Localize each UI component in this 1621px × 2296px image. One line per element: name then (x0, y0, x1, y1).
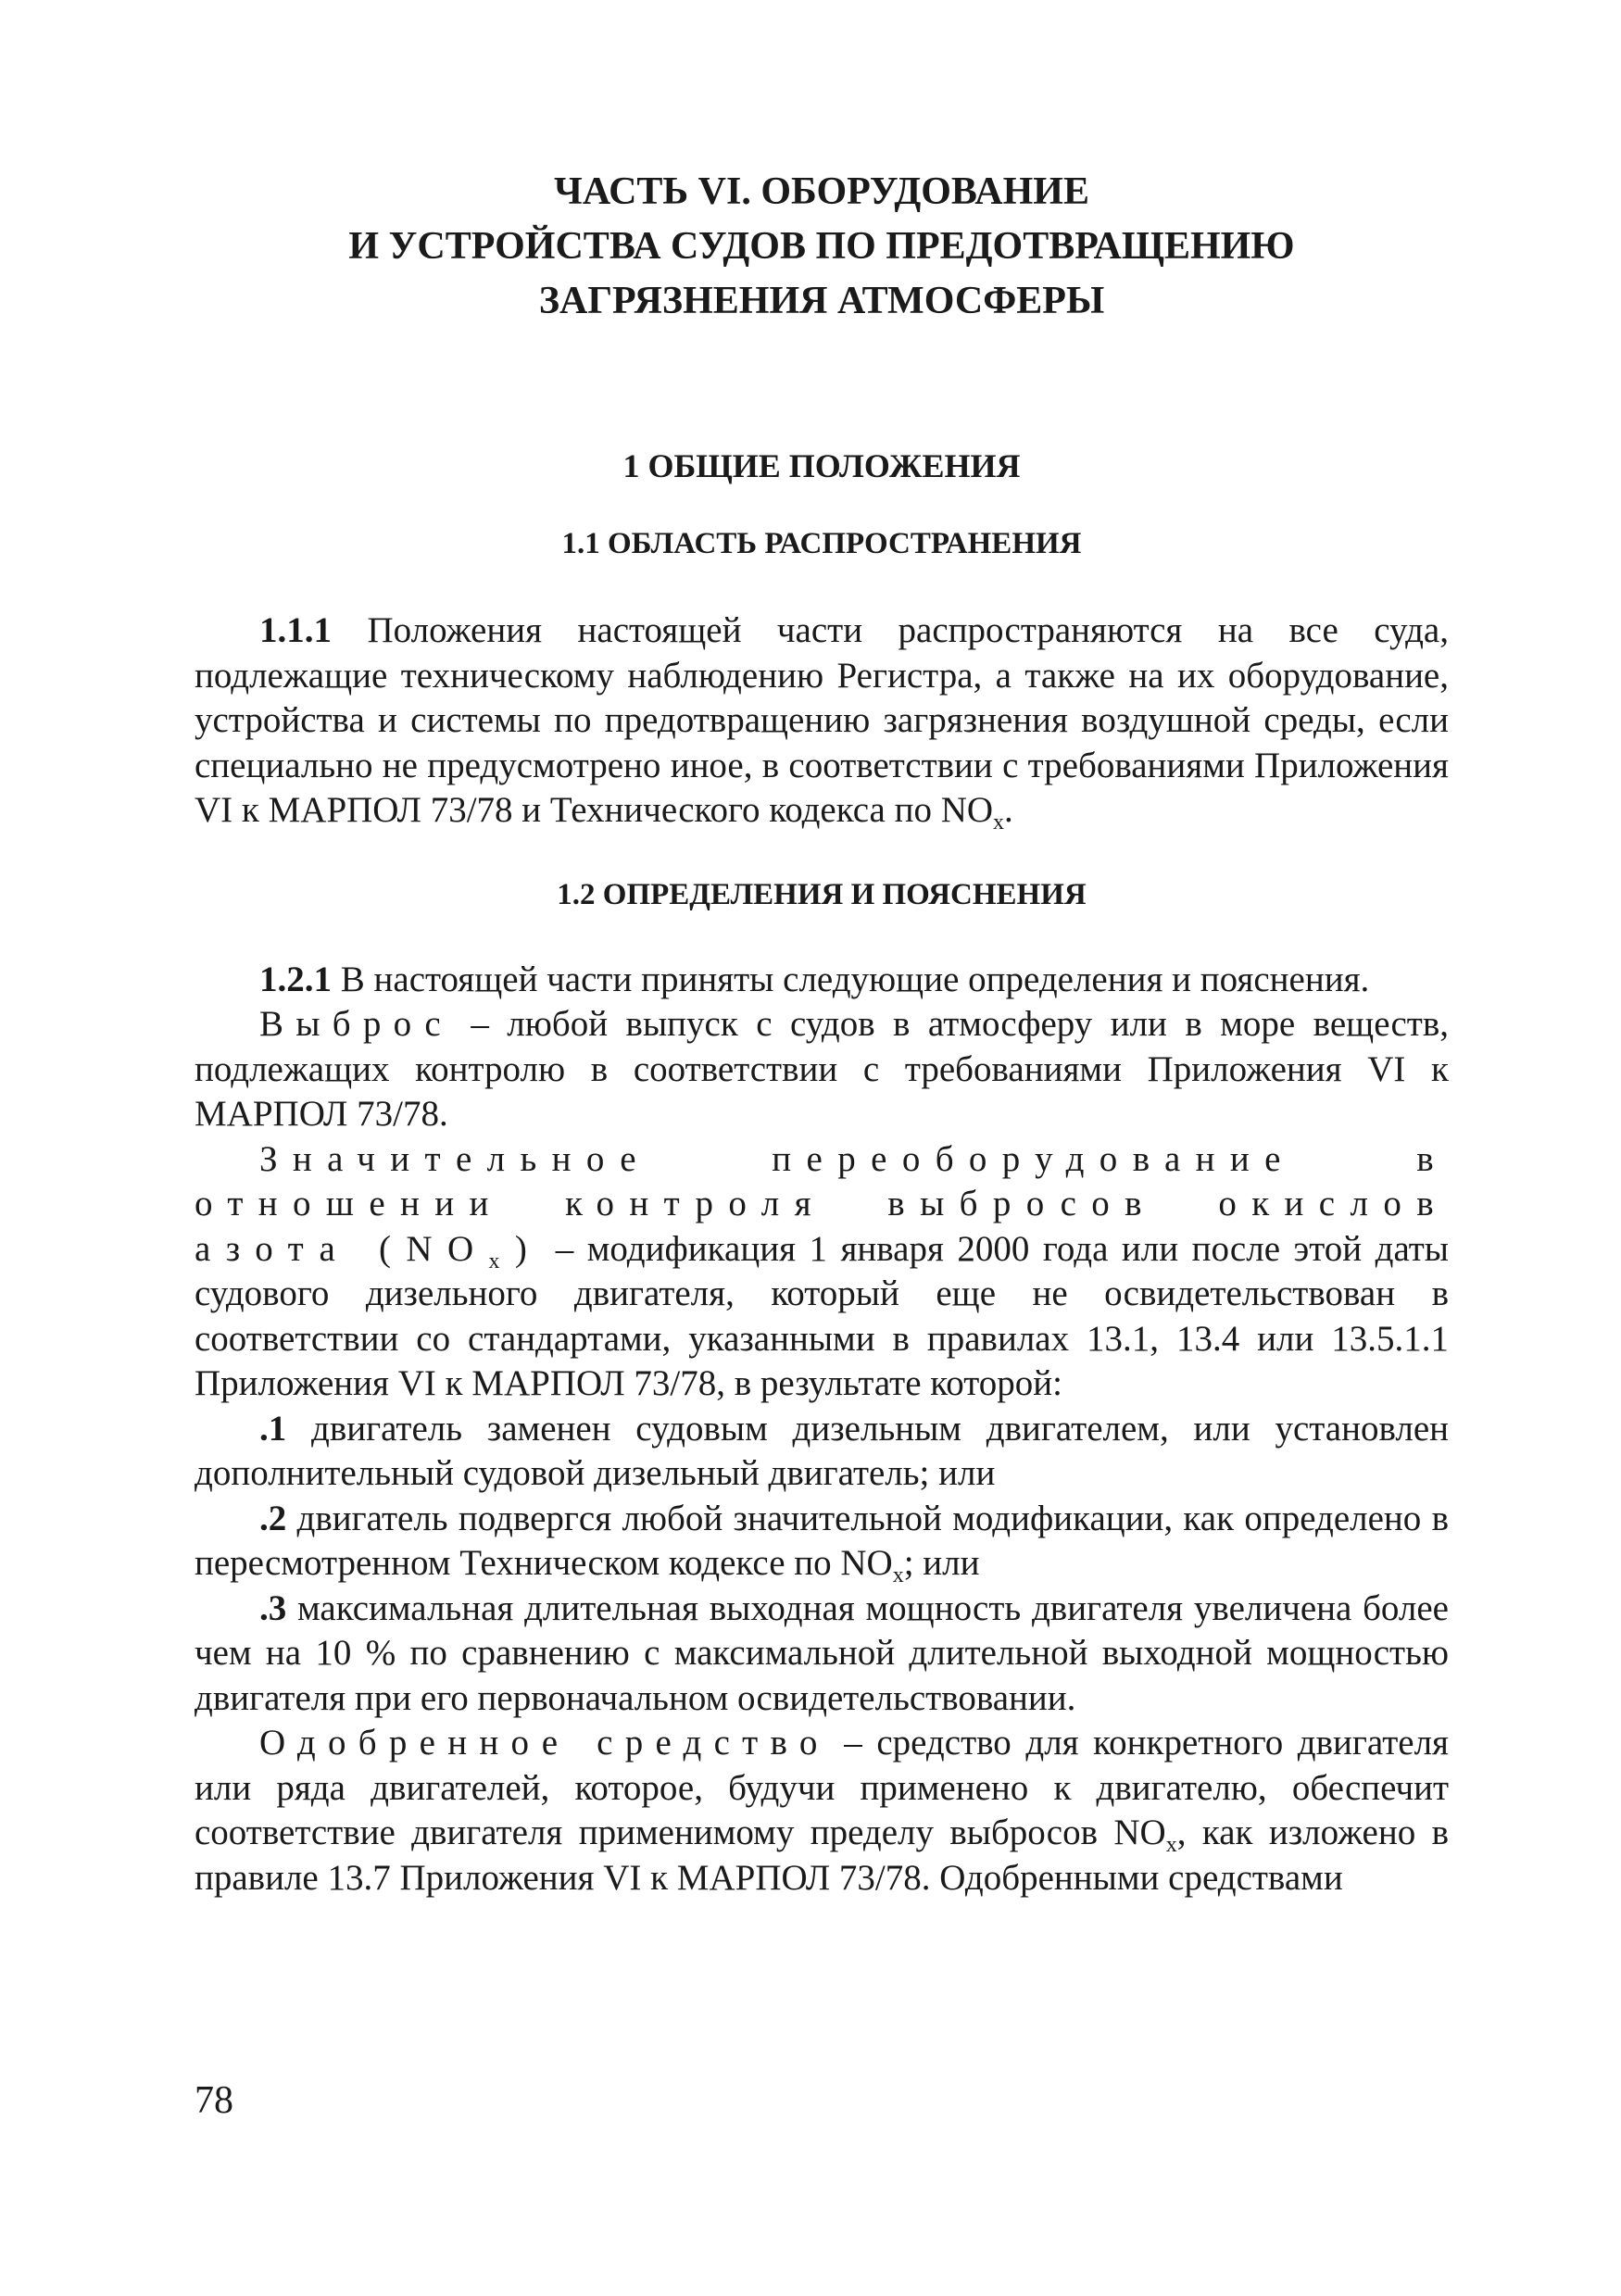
definition-odobrennoe-sredstvo (195, 1721, 1449, 1901)
defined-term: Одобренное средство (259, 1723, 830, 1763)
list-item-2 (195, 1497, 1449, 1587)
definition-text: – средство для конкретного двигателя или ряда двигателей, которое, будучи применено к двигателю, обеспечит соответствие двигателя применимому пределу выбросов NO (195, 1723, 1449, 1852)
paragraph-text: В настоящей части приняты следующие определения и пояснения. (332, 959, 1370, 999)
part-title-line-1: ЧАСТЬ VI. ОБОРУДОВАНИЕ (554, 170, 1089, 213)
section-1-2-heading: 1.2 ОПРЕДЕЛЕНИЯ И ПОЯСНЕНИЯ (557, 877, 1087, 911)
definition-vybros (195, 1002, 1449, 1137)
page-number: 78 (195, 2079, 233, 2122)
list-item-1 (195, 1407, 1449, 1497)
item-number: .1 (259, 1408, 287, 1449)
section-1-heading: 1 ОБЩИЕ ПОЛОЖЕНИЯ (622, 447, 1021, 484)
part-title-line-3: ЗАГРЯЗНЕНИЯ АТМОСФЕРЫ (538, 280, 1105, 322)
paragraph-1-1-1 (195, 609, 1449, 834)
defined-term: Выброс (259, 1004, 453, 1044)
defined-term-end: ) (514, 1228, 543, 1269)
clause-number: 1.2.1 (259, 959, 332, 999)
page-content (195, 165, 1449, 1901)
item-text: двигатель заменен судовым дизельным двигателем, или установлен дополнительный судовой дизельный двигатель; или (195, 1408, 1449, 1493)
paragraph-end: . (1004, 790, 1013, 830)
part-title-line-2: И УСТРОЙСТВА СУДОВ ПО ПРЕДОТВРАЩЕНИЮ (348, 225, 1295, 268)
definition-end: , как изложено в правиле 13.7 Приложения VI к МАРПОЛ 73/78. Одобренными средствами (195, 1813, 1449, 1898)
subscript-x: x (993, 810, 1005, 834)
list-item-3 (195, 1587, 1449, 1722)
definition-text: – любой выпуск с судов в атмосферу или в море веществ, подлежащих контролю в соответствии с требованиями Приложения VI к МАРПОЛ 73/78. (195, 1004, 1449, 1134)
subscript-x: x (892, 1563, 904, 1587)
clause-number: 1.1.1 (259, 610, 332, 650)
definition-text: – модификация 1 января 2000 года или после этой даты судового дизельного двигателя, который еще не освидетельствован в соответствии со стандартами, указанными в правилах 13.1, 13.4 или 13.5.1.1 Приложения VI к МАРПОЛ 73/78, в результате которой: (195, 1228, 1449, 1403)
subscript-x: x (1165, 1833, 1177, 1857)
item-number: .2 (259, 1498, 287, 1538)
section-1-1-heading: 1.1 ОБЛАСТЬ РАСПРОСТРАНЕНИЯ (561, 527, 1082, 560)
subscript-x: x (488, 1248, 515, 1273)
paragraph-1-2-1 (195, 958, 1449, 1003)
part-title (195, 165, 1449, 329)
paragraph-text: Положения настоящей части распространяются на все суда, подлежащие техническому наблюдению Регистра, а также на их оборудование, устройства и системы по предотвращению загрязнения воздушной среды, если специально не предусмотрено иное, в соответствии с требованиями Приложения VI к МАРПОЛ 73/78 и Технического кодекса по NO (195, 610, 1449, 830)
defined-term-text: Значительное переоборудование в отношении контроля выбросов окислов азота (NO (195, 1138, 1449, 1269)
definition-znachitelnoe-pereoborudovanie (195, 1137, 1449, 1407)
item-end: ; или (903, 1543, 980, 1583)
item-text: двигатель подвергся любой значительной модификации, как определено в пересмотренном Техническом кодексе по NO (195, 1498, 1449, 1583)
item-number: .3 (259, 1587, 287, 1628)
item-text: максимальная длительная выходная мощность двигателя увеличена более чем на 10 % по сравнению с максимальной длительной выходной мощностью двигателя при его первоначальном освидетельствовании. (195, 1587, 1449, 1718)
